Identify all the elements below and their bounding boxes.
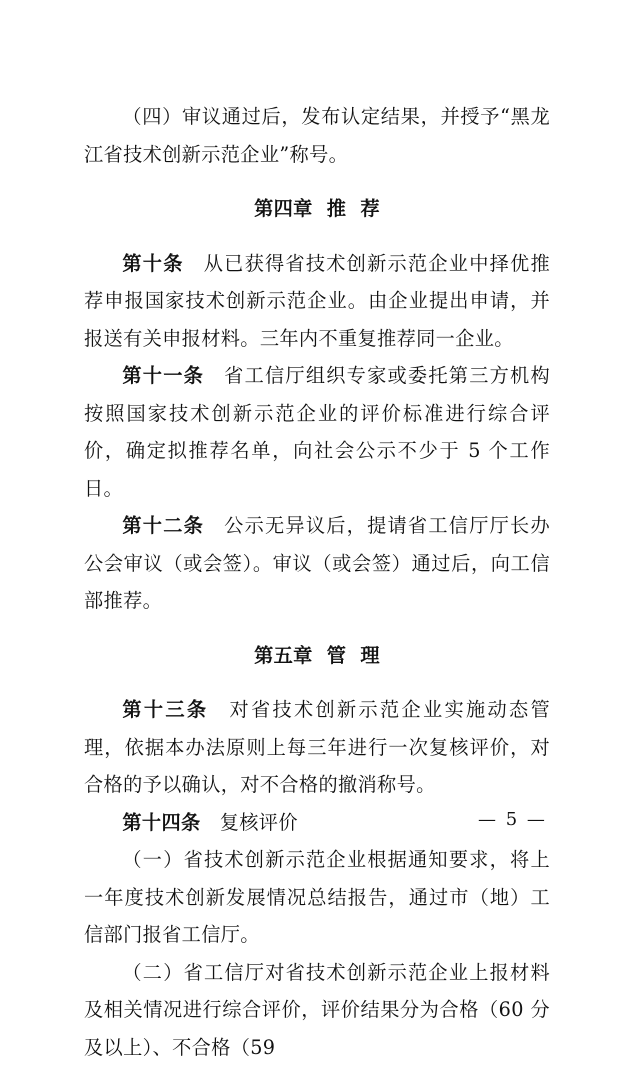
page-number: — 5 —	[478, 809, 547, 830]
article-14-label: 第十四条	[122, 811, 200, 834]
article-11-label: 第十一条	[122, 364, 204, 387]
article-14-item-1: （一）省技术创新示范企业根据通知要求，将上一年度技术创新发展情况总结报告，通过市（地）工信部门报省工信厅。	[84, 841, 550, 954]
article-10-label: 第十条	[122, 252, 183, 275]
paragraph-approval-result: （四）审议通过后，发布认定结果，并授予“黑龙江省技术创新示范企业”称号。	[84, 98, 550, 173]
article-10	[84, 245, 550, 358]
article-12-label: 第十二条	[122, 514, 204, 537]
article-13	[84, 691, 550, 804]
chapter-5-title: 第五章 管 理	[84, 637, 550, 675]
article-12	[84, 507, 550, 620]
article-12-text: 公示无异议后，提请省工信厅厅长办公会审议（或会签）。审议（或会签）通过后，向工信部推荐。	[84, 514, 550, 612]
article-13-text: 对省技术创新示范企业实施动态管理，依据本办法原则上每三年进行一次复核评价，对合格的予以确认，对不合格的撤消称号。	[84, 698, 550, 796]
article-10-text: 从已获得省技术创新示范企业中择优推荐申报国家技术创新示范企业。由企业提出申请，并报送有关申报材料。三年内不重复推荐同一企业。	[84, 252, 550, 350]
article-14-text: 复核评价	[220, 811, 298, 834]
article-11-text: 省工信厅组织专家或委托第三方机构按照国家技术创新示范企业的评价标准进行综合评价，确定拟推荐名单，向社会公示不少于 5 个工作日。	[84, 364, 550, 500]
article-13-label: 第十三条	[122, 698, 208, 721]
chapter-4-title: 第四章 推 荐	[84, 190, 550, 228]
article-11	[84, 357, 550, 507]
document-body	[84, 98, 550, 1066]
article-14-item-2: （二）省工信厅对省技术创新示范企业上报材料及相关情况进行综合评价，评价结果分为合格（60 分及以上）、不合格（59	[84, 954, 550, 1066]
